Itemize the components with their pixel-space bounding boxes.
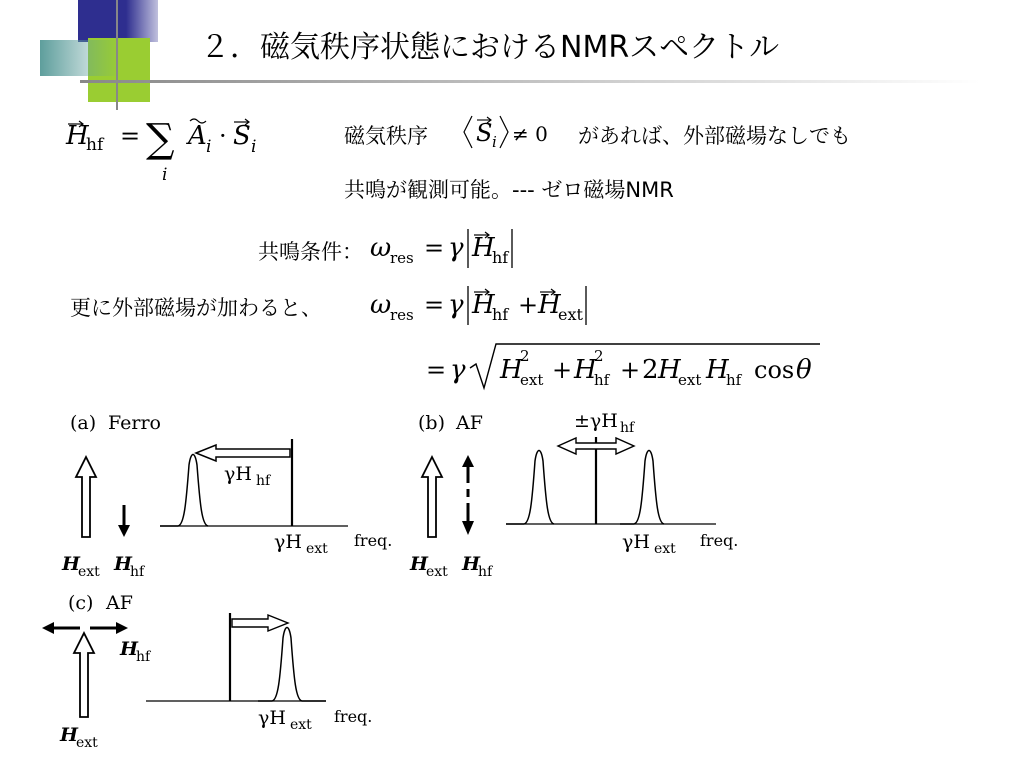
svg-text:ext: ext	[290, 717, 312, 733]
svg-text:H: H	[120, 638, 138, 660]
svg-text:ext: ext	[78, 564, 100, 580]
svg-text:freq.: freq.	[354, 531, 393, 550]
teal-square	[40, 40, 120, 76]
svg-text:ext: ext	[558, 305, 583, 324]
svg-text:=: =	[424, 291, 445, 319]
text-if-exists: があれば、外部磁場なしでも	[578, 124, 851, 148]
label-c: (c)	[68, 592, 94, 614]
text-external-field: 更に外部磁場が加わると、	[70, 296, 322, 320]
formula-i: i	[162, 165, 168, 185]
text-resonance-condition: 共鳴条件：	[258, 240, 363, 264]
diagram-b-af	[400, 405, 760, 580]
svg-text:γ: γ	[448, 233, 464, 263]
svg-text:ext: ext	[426, 564, 448, 580]
svg-text:freq.: freq.	[334, 707, 373, 726]
svg-text:γH: γH	[224, 463, 252, 485]
formula-S: S	[233, 121, 251, 151]
af-peak-left	[506, 451, 554, 525]
svg-text:hf: hf	[492, 248, 509, 267]
svg-text:hf: hf	[478, 564, 493, 580]
sqrt-formula	[424, 338, 844, 394]
af-peak-right	[620, 451, 664, 525]
formula-dot: ·	[219, 122, 227, 150]
svg-text:≠ 0: ≠ 0	[512, 122, 548, 146]
svg-text:2: 2	[520, 347, 530, 365]
formula-Si: i	[251, 137, 257, 157]
svg-text:γ: γ	[448, 290, 464, 320]
svg-text:res: res	[390, 249, 414, 267]
svg-text:ω: ω	[370, 233, 392, 263]
svg-text:res: res	[390, 306, 414, 324]
svg-text:H: H	[706, 355, 729, 385]
h-ext-arrow	[76, 457, 96, 537]
gamma-hhf-arrow	[196, 445, 290, 461]
svg-text:H: H	[410, 553, 428, 575]
svg-text:=: =	[426, 356, 447, 384]
diagram-a-ferro	[56, 405, 456, 580]
label-a: (a)	[70, 412, 97, 434]
svg-text:H: H	[462, 553, 480, 575]
diagram-c-af	[30, 585, 430, 755]
order-parameter	[460, 110, 570, 154]
ferro-peak	[160, 455, 208, 527]
svg-text:cos: cos	[754, 356, 795, 384]
shift-arrow	[232, 615, 288, 631]
svg-text:γH: γH	[258, 707, 286, 729]
resonance-formula	[368, 224, 568, 274]
svg-text:i: i	[492, 133, 497, 151]
af-c-peak	[258, 628, 326, 702]
svg-text:H: H	[500, 355, 523, 385]
svg-text:θ: θ	[796, 355, 812, 385]
svg-text:+: +	[518, 291, 539, 319]
svg-text:ext: ext	[306, 541, 328, 557]
svg-text:H: H	[114, 553, 132, 575]
svg-text:hf: hf	[492, 305, 509, 324]
svg-text:=: =	[424, 234, 445, 262]
resonance-ext-formula	[368, 281, 628, 331]
svg-text:freq.: freq.	[700, 531, 739, 550]
svg-text:hf: hf	[136, 649, 151, 665]
svg-text:H: H	[472, 233, 495, 263]
svg-text:H: H	[658, 355, 681, 385]
svg-text:hf: hf	[594, 371, 610, 389]
h-ext-arrow-c	[74, 633, 94, 717]
svg-text:γH: γH	[622, 531, 650, 553]
svg-text:H: H	[574, 355, 597, 385]
svg-text:+: +	[620, 356, 641, 384]
svg-text:+: +	[552, 356, 573, 384]
formula-A: A	[188, 121, 207, 151]
svg-text:ext: ext	[678, 371, 702, 389]
svg-text:ext: ext	[520, 371, 544, 389]
label-af-c: AF	[106, 592, 133, 614]
svg-text:S: S	[476, 119, 493, 147]
hamiltonian-formula	[62, 110, 302, 185]
svg-text:H: H	[538, 290, 561, 320]
svg-text:H: H	[472, 290, 495, 320]
svg-text:ext: ext	[76, 735, 98, 751]
svg-text:ext: ext	[654, 541, 676, 557]
decoration-squares	[0, 0, 200, 110]
svg-text:hf: hf	[130, 564, 145, 580]
svg-text:2: 2	[594, 347, 604, 365]
svg-text:hf: hf	[726, 371, 742, 389]
slide-title: ２．磁気秩序状態におけるNMRスペクトル	[200, 30, 780, 65]
svg-text:hf: hf	[256, 473, 271, 489]
svg-text:ω: ω	[370, 290, 392, 320]
title-rule	[80, 80, 980, 83]
svg-text:γH: γH	[274, 531, 302, 553]
svg-text:H: H	[62, 553, 80, 575]
text-magnetic-order: 磁気秩序	[344, 124, 428, 148]
label-b: (b)	[418, 412, 445, 434]
svg-text:γ: γ	[450, 355, 466, 385]
formula-sum: ∑	[146, 116, 175, 162]
h-ext-arrow-b	[422, 457, 442, 537]
svg-text:hf: hf	[620, 420, 635, 436]
label-ferro: Ferro	[108, 412, 161, 434]
formula-eq: =	[120, 122, 141, 150]
svg-text:H: H	[60, 724, 78, 746]
formula-Ai: i	[206, 137, 212, 157]
label-af-b: AF	[456, 412, 483, 434]
text-zero-field-nmr: 共鳴が観測可能。--- ゼロ磁場NMR	[344, 178, 674, 202]
svg-text:±γH: ±γH	[574, 410, 618, 432]
svg-text:2: 2	[642, 355, 659, 385]
formula-H: H	[66, 121, 89, 151]
formula-hf: hf	[86, 135, 104, 155]
